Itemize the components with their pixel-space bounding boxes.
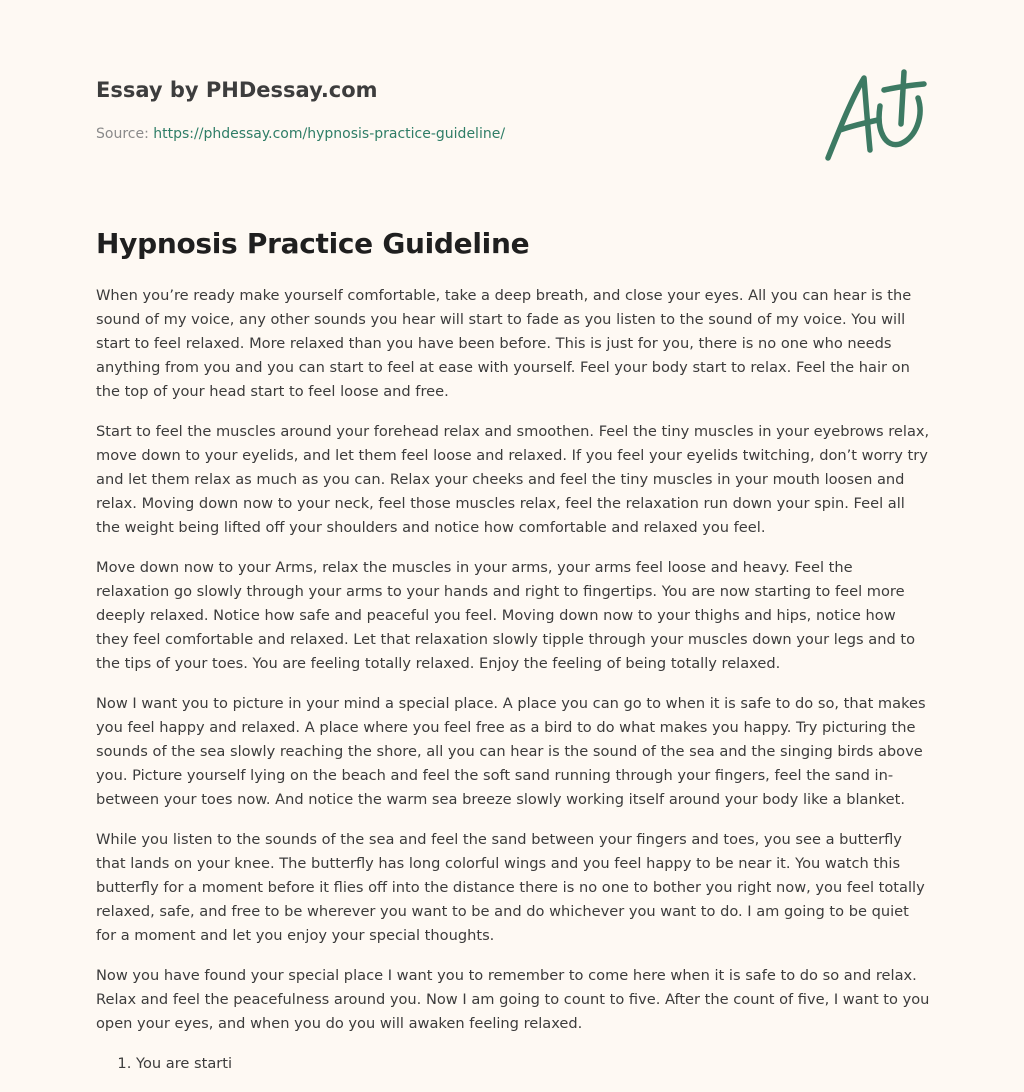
essay-header xyxy=(96,76,696,144)
a-plus-grade-icon xyxy=(818,66,930,166)
essay-paragraph: Now you have found your special place I want you to remember to come here when it is safe to do so and relax. Relax and feel the peacefulness around you. Now I am going to count to five. After the count of five, I want to you open your eyes, and when you do you will awaken feeling relaxed. xyxy=(96,967,930,1032)
essay-paragraph: Now I want you to picture in your mind a special place. A place you can go to when it is safe to do so, that makes you feel happy and relaxed. A place where you feel free as a bird to do what makes you happy. Try picturing the sounds of the sea slowly reaching the shore, all you can hear is the sound of the sea and the singing birds above you. Picture yourself lying on the beach and feel the soft sand running through your fingers, feel the sand in-between your toes now. And notice the warm sea breeze slowly working itself around your body like a blanket. xyxy=(96,695,926,808)
source-label: Source: xyxy=(96,126,149,142)
essay-body xyxy=(96,284,930,1076)
essay-paragraph: Move down now to your Arms, relax the muscles in your arms, your arms feel loose and heavy. Feel the relaxation go slowly through your arms to your hands and right to fingertips. You are now starting to feel more deeply relaxed. Notice how safe and peaceful you feel. Moving down now to your thighs and hips, notice how they feel comfortable and relaxed. Let that relaxation slowly tipple through your muscles down your legs and to the tips of your toes. You are feeling totally relaxed. Enjoy the feeling of being totally relaxed. xyxy=(96,559,916,672)
essay-title: Hypnosis Practice Guideline xyxy=(96,227,530,260)
essay-numbered-list xyxy=(96,1052,930,1076)
essay-paragraph: While you listen to the sounds of the sea and feel the sand between your fingers and toes, you see a butterfly that lands on your knee. The butterfly has long colorful wings and you feel happy to be near it. You watch this butterfly for a moment before it flies off into the distance there is no one to bother you right now, you feel totally relaxed, safe, and free to be wherever you want to be and do whichever you want to do. I am going to be quiet for a moment and let you enjoy your special thoughts. xyxy=(96,831,925,944)
site-brand: Essay by PHDessay.com xyxy=(96,78,378,102)
essay-paragraph: When you’re ready make yourself comfortable, take a deep breath, and close your eyes. All you can hear is the sound of my voice, any other sounds you hear will start to fade as you listen to the sound of my voice. You will start to feel relaxed. More relaxed than you have been before. This is just for you, there is no one who needs anything from you and you can start to feel at ease with yourself. Feel your body start to relax. Feel the hair on the top of your head start to feel loose and free. xyxy=(96,287,912,400)
source-link[interactable]: https://phdessay.com/hypnosis-practice-guideline/ xyxy=(153,126,506,142)
source-line xyxy=(96,124,696,144)
essay-paragraph: Start to feel the muscles around your forehead relax and smoothen. Feel the tiny muscles in your eyebrows relax, move down to your eyelids, and let them feel loose and relaxed. If you feel your eyelids twitching, don’t worry try and let them relax as much as you can. Relax your cheeks and feel the tiny muscles in your mouth loosen and relax. Moving down now to your neck, feel those muscles relax, feel the relaxation run down your spin. Feel all the weight being lifted off your shoulders and notice how comfortable and relaxed you feel. xyxy=(96,423,930,536)
list-item: 1. You are starti xyxy=(136,1052,930,1076)
